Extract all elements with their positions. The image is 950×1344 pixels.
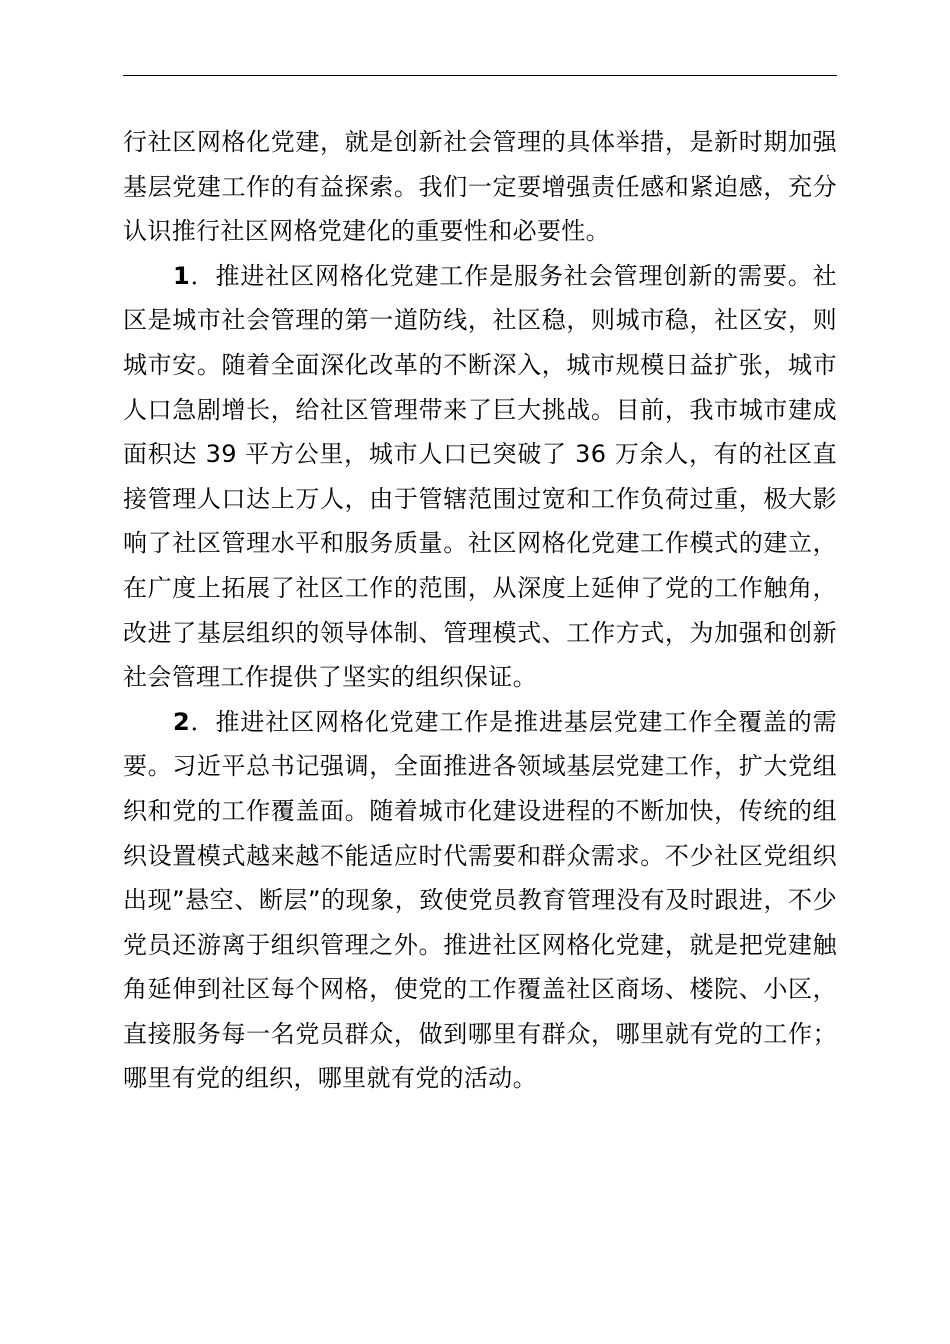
paragraph-point-2 — [123, 700, 837, 1101]
paragraph-number: 1 — [173, 261, 191, 290]
paragraph-point-1 — [123, 254, 837, 700]
paragraph-number: 2 — [173, 707, 191, 736]
paragraph-text: 行社区网格化党建，就是创新社会管理的具体举措，是新时期加强基层党建工作的有益探索。我们一定要增强责任感和紧迫感，充分认识推行社区网格党建化的重要性和必要性。 — [123, 128, 837, 246]
paragraph-text: ．推进社区网格化党建工作是推进基层党建工作全覆盖的需要。习近平总书记强调，全面推进各领域基层党建工作，扩大党组织和党的工作覆盖面。随着城市化建设进程的不断加快，传统的组织设置模式越来越不能适应时代需要和群众需求。不少社区党组织出现”悬空、断层”的现象，致使党员教育管理没有及时跟进，不少党员还游离于组织管理之外。推进社区网格化党建，就是把党建触角延伸到社区每个网格，使党的工作覆盖社区商场、楼院、小区，直接服务每一名党员群众，做到哪里有群众，哪里就有党的工作；哪里有党的组织，哪里就有党的活动。 — [123, 707, 837, 1093]
paragraph-continuation — [123, 120, 837, 254]
document-body — [123, 120, 837, 1101]
paragraph-text: ．推进社区网格化党建工作是服务社会管理创新的需要。社区是城市社会管理的第一道防线，社区稳，则城市稳，社区安，则城市安。随着全面深化改革的不断深入，城市规模日益扩张，城市人口急剧增长，给社区管理带来了巨大挑战。目前，我市城市建成面积达 39 平方公里，城市人口已突破了 36 万余人，有的社区直接管理人口达上万人，由于管辖范围过宽和工作负荷过重，极大影响了社区管理水平和服务质量。社区网格化党建工作模式的建立，在广度上拓展了社区工作的范围，从深度上延伸了党的工作触角，改进了基层组织的领导体制、管理模式、工作方式，为加强和创新社会管理工作提供了坚实的组织保证。 — [123, 261, 837, 692]
header-rule — [123, 75, 837, 76]
